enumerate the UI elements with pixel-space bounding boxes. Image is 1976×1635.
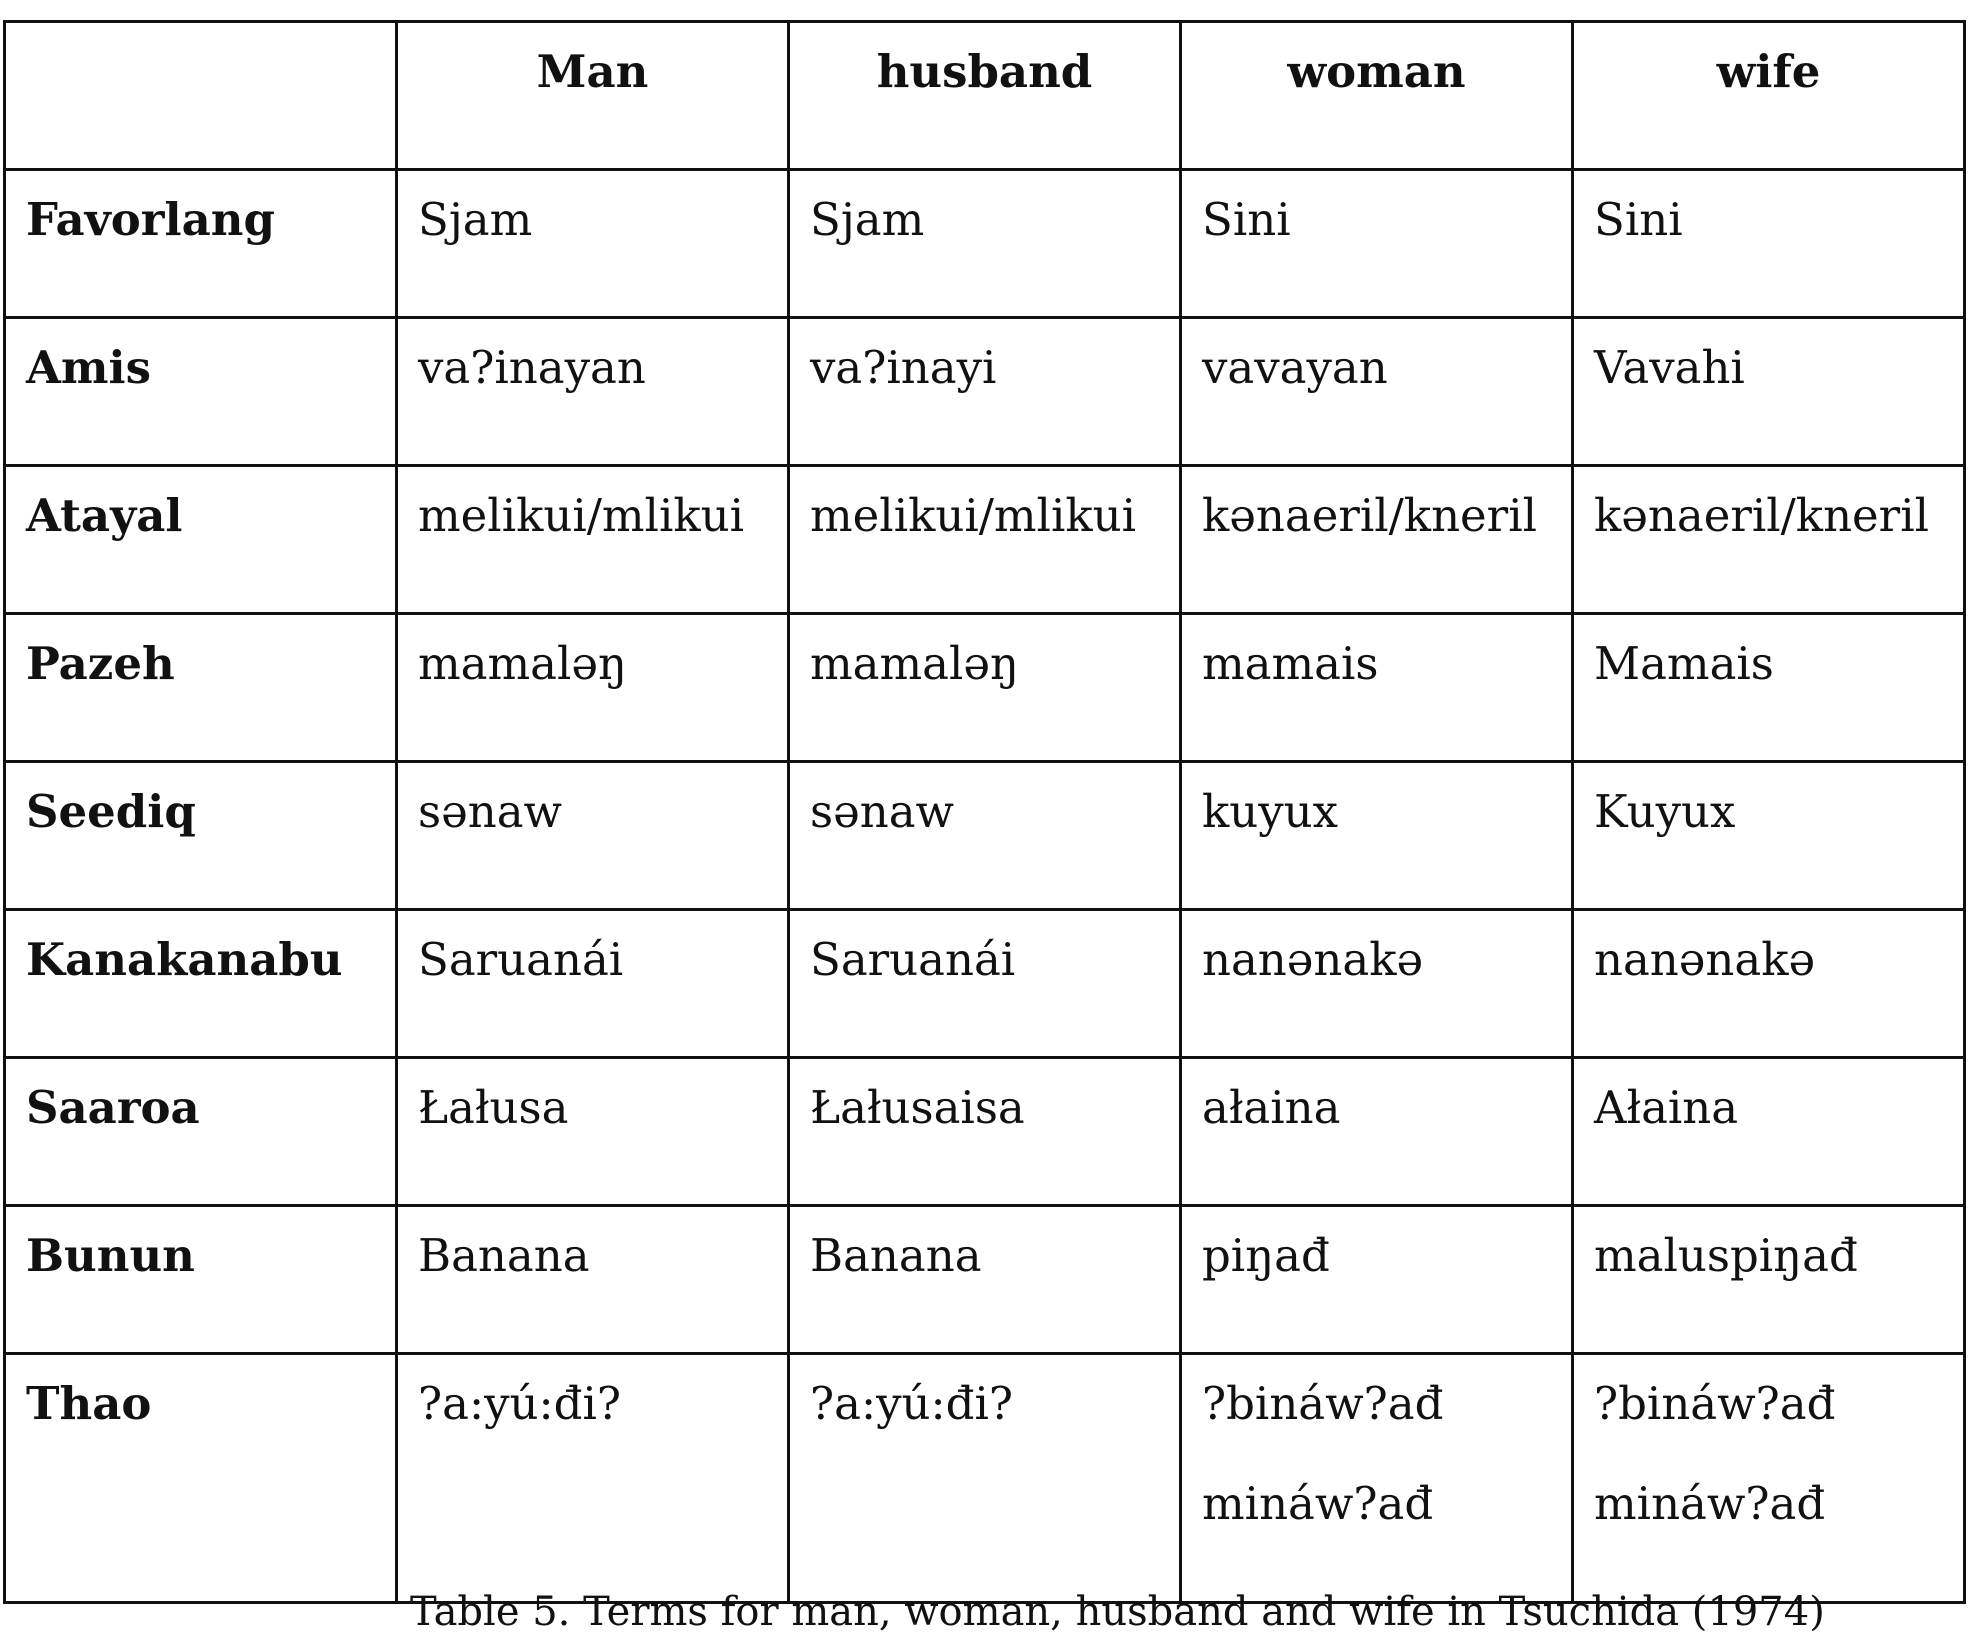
woman-cell: ałaina	[1181, 1058, 1573, 1206]
man-cell: Saruanái	[397, 910, 789, 1058]
wife-term-line-1: ?bináw?ađ	[1594, 1377, 1836, 1430]
table-row	[5, 1058, 1965, 1206]
wife-cell: nanənakə	[1573, 910, 1965, 1058]
woman-term-line-2: mináw?ađ	[1202, 1477, 1434, 1530]
language-cell: Kanakanabu	[5, 910, 397, 1058]
language-cell: Thao	[5, 1354, 397, 1603]
woman-cell: mamais	[1181, 614, 1573, 762]
man-cell: mamaləŋ	[397, 614, 789, 762]
language-cell: Pazeh	[5, 614, 397, 762]
woman-term-line-1: ?bináw?ađ	[1202, 1377, 1444, 1430]
language-cell: Atayal	[5, 466, 397, 614]
man-cell: sənaw	[397, 762, 789, 910]
table-header-row	[5, 22, 1965, 170]
woman-cell: nanənakə	[1181, 910, 1573, 1058]
man-cell: Banana	[397, 1206, 789, 1354]
woman-cell: kənaeril/kneril	[1181, 466, 1573, 614]
header-husband: husband	[789, 22, 1181, 170]
man-cell: Łałusa	[397, 1058, 789, 1206]
language-cell: Favorlang	[5, 170, 397, 318]
wife-cell: Mamais	[1573, 614, 1965, 762]
man-cell: Sjam	[397, 170, 789, 318]
husband-cell: Sjam	[789, 170, 1181, 318]
man-cell: ?a:yú:đi?	[397, 1354, 789, 1603]
table-row	[5, 1206, 1965, 1354]
header-man: Man	[397, 22, 789, 170]
husband-cell: va?inayi	[789, 318, 1181, 466]
table-row	[5, 466, 1965, 614]
woman-cell: vavayan	[1181, 318, 1573, 466]
table-row	[5, 910, 1965, 1058]
table-row	[5, 318, 1965, 466]
table-row	[5, 762, 1965, 910]
wife-cell: kənaeril/kneril	[1573, 466, 1965, 614]
wife-cell	[1573, 1354, 1965, 1603]
language-cell: Bunun	[5, 1206, 397, 1354]
wife-cell: maluspiŋađ	[1573, 1206, 1965, 1354]
wife-cell: Ałaina	[1573, 1058, 1965, 1206]
header-empty-cell	[5, 22, 397, 170]
language-cell: Seediq	[5, 762, 397, 910]
woman-cell: piŋađ	[1181, 1206, 1573, 1354]
wife-cell: Kuyux	[1573, 762, 1965, 910]
woman-cell: Sini	[1181, 170, 1573, 318]
header-wife: wife	[1573, 22, 1965, 170]
table-row	[5, 614, 1965, 762]
man-cell: va?inayan	[397, 318, 789, 466]
wife-cell: Sini	[1573, 170, 1965, 318]
table-caption: Table 5. Terms for man, woman, husband and wife in Tsuchida (1974)	[410, 1589, 1825, 1635]
husband-cell: sənaw	[789, 762, 1181, 910]
table-row	[5, 1354, 1965, 1603]
wife-term-line-2: mináw?ađ	[1594, 1477, 1826, 1530]
husband-cell: Łałusaisa	[789, 1058, 1181, 1206]
husband-cell: mamaləŋ	[789, 614, 1181, 762]
man-cell: melikui/mlikui	[397, 466, 789, 614]
woman-cell: kuyux	[1181, 762, 1573, 910]
husband-cell: melikui/mlikui	[789, 466, 1181, 614]
husband-cell: ?a:yú:đi?	[789, 1354, 1181, 1603]
husband-cell: Saruanái	[789, 910, 1181, 1058]
language-cell: Amis	[5, 318, 397, 466]
header-woman: woman	[1181, 22, 1573, 170]
terms-table	[3, 20, 1966, 1604]
husband-cell: Banana	[789, 1206, 1181, 1354]
wife-cell: Vavahi	[1573, 318, 1965, 466]
language-cell: Saaroa	[5, 1058, 397, 1206]
woman-cell	[1181, 1354, 1573, 1603]
table-row	[5, 170, 1965, 318]
